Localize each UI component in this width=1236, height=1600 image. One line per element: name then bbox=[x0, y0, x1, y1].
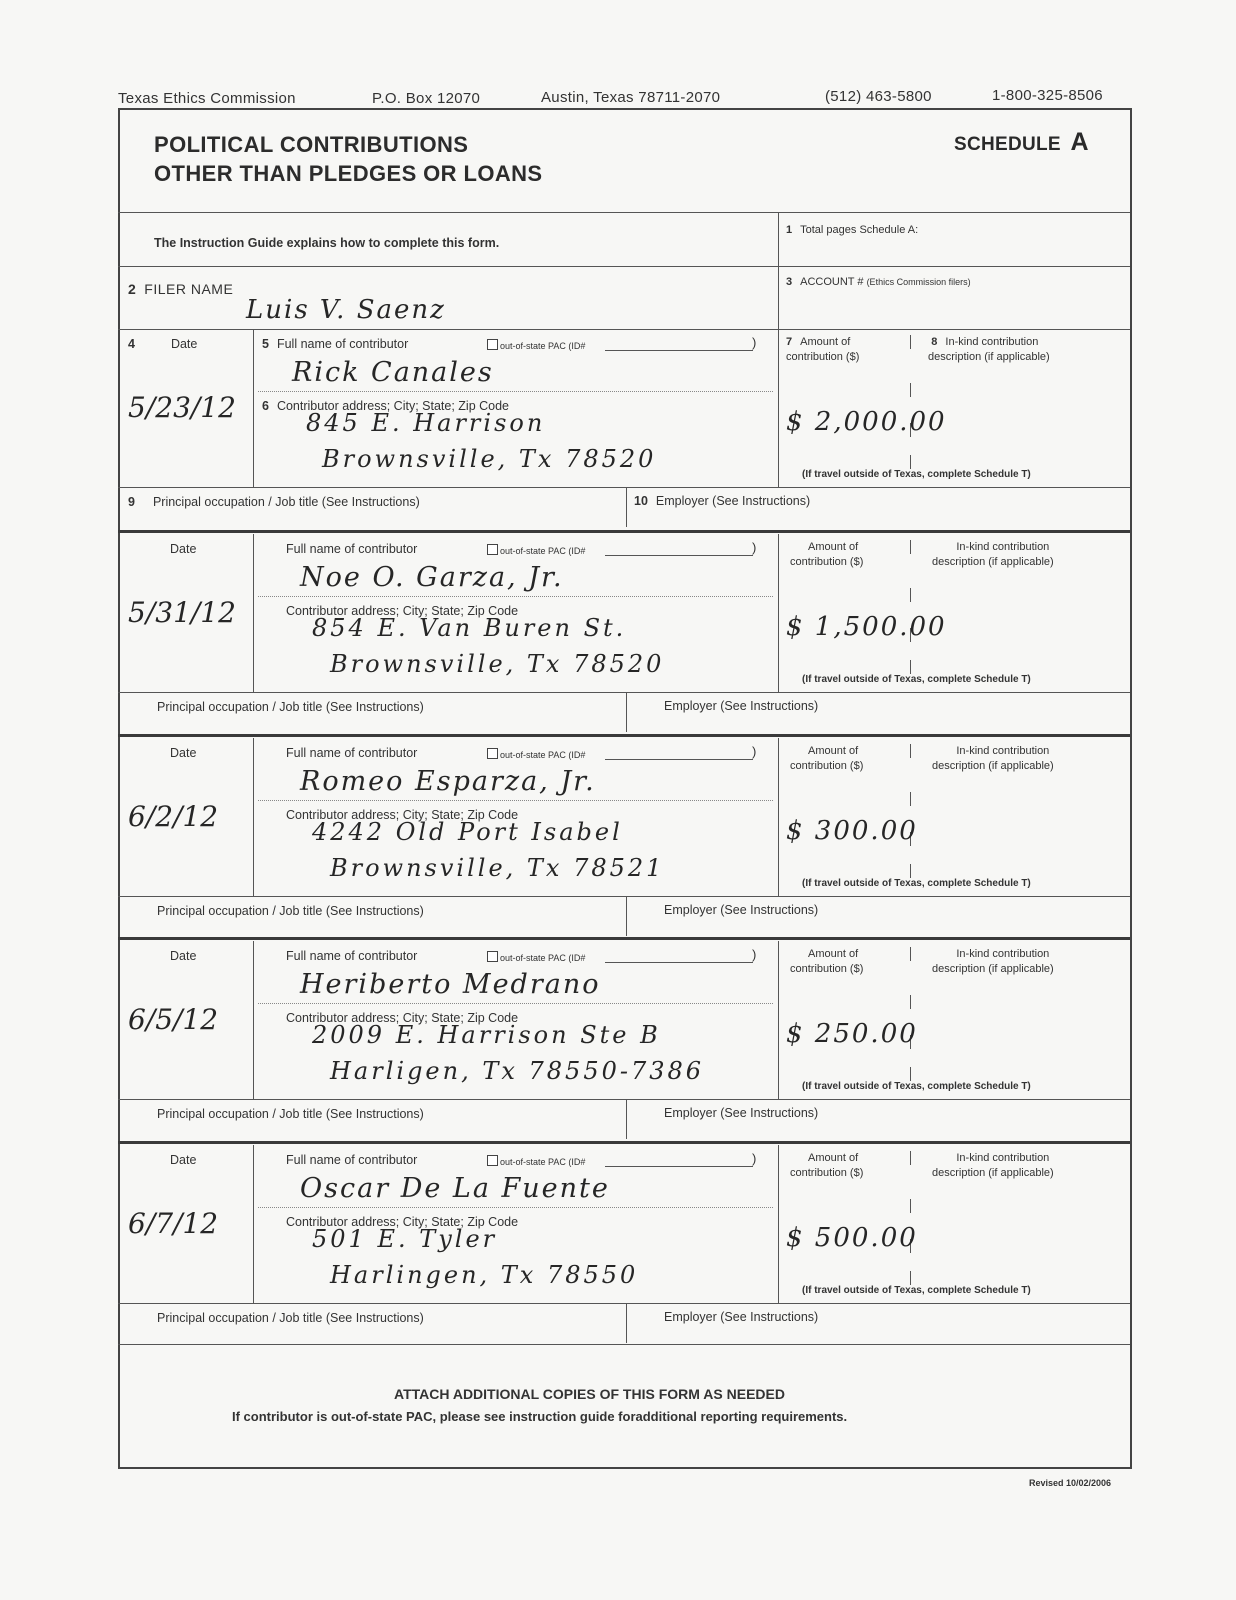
address-line2-value: Harlingen, Tx 78550 bbox=[330, 1261, 639, 1289]
contributor-name-label-text: Full name of contributor bbox=[286, 1153, 418, 1167]
pac-label: out-of-state PAC (ID# bbox=[500, 1157, 586, 1167]
address-label-text: Contributor address; City; State; Zip Code bbox=[286, 808, 519, 822]
entry-separator bbox=[118, 530, 1130, 533]
date-label bbox=[170, 949, 196, 963]
field-number: 4 bbox=[128, 337, 135, 351]
inkind-label bbox=[932, 1151, 1054, 1181]
employer-label bbox=[664, 1310, 818, 1324]
contributor-name-label-text: Full name of contributor bbox=[286, 542, 418, 556]
address-line1-value: 501 E. Tyler bbox=[312, 1225, 498, 1253]
address-label-text: Contributor address; City; State; Zip Code bbox=[276, 399, 510, 413]
occupation-label bbox=[128, 495, 420, 509]
contribution-amount-value: $ 300.00 bbox=[786, 816, 918, 846]
employer-label bbox=[664, 903, 818, 917]
inkind-label-line1: In-kind contribution bbox=[956, 745, 1050, 757]
filer-name-value: Luis V. Saenz bbox=[246, 295, 446, 325]
contributor-name-value: Rick Canales bbox=[292, 357, 494, 388]
amount-label bbox=[790, 540, 864, 570]
contributor-name-value: Oscar De La Fuente bbox=[300, 1173, 610, 1204]
contribution-amount-value: $ 1,500.00 bbox=[786, 612, 947, 642]
occupation-label-text: Principal occupation / Job title (See Instructions) bbox=[157, 1311, 424, 1325]
address-line2-value: Brownsville, Tx 78520 bbox=[330, 650, 665, 678]
amount-label-line1: Amount of bbox=[808, 1152, 859, 1164]
account-note: (Ethics Commission filers) bbox=[866, 277, 971, 287]
out-of-state-pac-field bbox=[487, 951, 585, 963]
amount-column-divider bbox=[778, 941, 779, 1099]
field-number: 1 bbox=[786, 224, 793, 236]
occupation-row-top bbox=[118, 692, 1130, 693]
amount-label-line1: Amount of bbox=[800, 336, 851, 348]
filer-label-text: FILER NAME bbox=[144, 281, 234, 297]
name-dotted-line bbox=[258, 800, 773, 801]
occupation-label bbox=[157, 904, 424, 918]
contributor-name-value: Romeo Esparza, Jr. bbox=[300, 766, 596, 797]
employer-label-text: Employer (See Instructions) bbox=[664, 1310, 819, 1324]
contributor-name-label bbox=[262, 337, 408, 351]
date-column-divider bbox=[253, 941, 254, 1099]
address-label-text: Contributor address; City; State; Zip Code bbox=[286, 1215, 519, 1229]
field-number: 7 bbox=[786, 336, 793, 348]
inkind-divider-tick bbox=[910, 383, 911, 397]
inkind-divider-tick bbox=[910, 455, 911, 469]
pac-id-close: ) bbox=[752, 947, 757, 962]
toll-free-number: 1-800-325-8506 bbox=[992, 87, 1103, 104]
employer-label bbox=[664, 699, 818, 713]
inkind-divider-tick bbox=[910, 947, 911, 961]
field-number: 2 bbox=[128, 281, 137, 297]
form-title-line1: POLITICAL CONTRIBUTIONS bbox=[154, 132, 469, 157]
pac-id-close: ) bbox=[752, 540, 757, 555]
occupation-row-top bbox=[118, 487, 1130, 488]
pac-label: out-of-state PAC (ID# bbox=[500, 953, 586, 963]
date-label bbox=[128, 337, 197, 351]
field-number: 9 bbox=[128, 495, 135, 509]
address-label-text: Contributor address; City; State; Zip Code bbox=[286, 604, 519, 618]
address-line1-value: 845 E. Harrison bbox=[306, 409, 546, 437]
employer-label-text: Employer (See Instructions) bbox=[655, 494, 811, 508]
amount-label-line2: contribution ($) bbox=[790, 760, 864, 772]
field-number: 3 bbox=[786, 276, 793, 288]
amount-label-line2: contribution ($) bbox=[790, 1167, 864, 1179]
po-box: P.O. Box 12070 bbox=[372, 90, 481, 107]
account-label-text: ACCOUNT # bbox=[800, 276, 864, 288]
city-state-zip: Austin, Texas 78711-2070 bbox=[541, 89, 721, 106]
occupation-employer-divider bbox=[626, 692, 627, 732]
field-number: 8 bbox=[931, 336, 938, 348]
occupation-label bbox=[157, 1311, 424, 1325]
attach-copies-note: ATTACH ADDITIONAL COPIES OF THIS FORM AS NEEDED bbox=[394, 1386, 785, 1402]
contribution-date-value: 5/31/12 bbox=[128, 596, 236, 629]
address-line2-value: Brownsville, Tx 78521 bbox=[330, 854, 665, 882]
occupation-row-top bbox=[118, 1303, 1130, 1304]
contribution-date-value: 6/7/12 bbox=[128, 1207, 219, 1240]
inkind-label-line1: In-kind contribution bbox=[945, 336, 1039, 348]
amount-column-divider bbox=[778, 738, 779, 896]
inkind-label-line1: In-kind contribution bbox=[956, 948, 1050, 960]
inkind-divider-tick bbox=[910, 1271, 911, 1285]
inkind-divider-tick bbox=[910, 995, 911, 1009]
inkind-divider-tick bbox=[910, 864, 911, 878]
name-dotted-line bbox=[258, 1003, 773, 1004]
inkind-divider-tick bbox=[910, 660, 911, 674]
occupation-label-text: Principal occupation / Job title (See Instructions) bbox=[152, 495, 420, 509]
inkind-divider-tick bbox=[910, 744, 911, 758]
employer-label bbox=[664, 1106, 818, 1120]
contributor-name-label-text: Full name of contributor bbox=[276, 337, 409, 351]
occupation-employer-divider bbox=[626, 487, 627, 527]
date-label-text: Date bbox=[170, 542, 197, 556]
contributor-name-label bbox=[286, 949, 417, 963]
date-label bbox=[170, 746, 196, 760]
inkind-label-line2: description (if applicable) bbox=[932, 556, 1054, 568]
pac-label: out-of-state PAC (ID# bbox=[500, 546, 586, 556]
schedule-letter: A bbox=[1070, 128, 1089, 156]
travel-note: (If travel outside of Texas, complete Schedule T) bbox=[802, 674, 1031, 685]
out-of-state-pac-field bbox=[487, 1155, 585, 1167]
entry-separator bbox=[118, 937, 1130, 940]
date-column-divider bbox=[253, 1145, 254, 1303]
pac-checkbox[interactable] bbox=[487, 1155, 498, 1166]
date-label-text: Date bbox=[170, 1153, 197, 1167]
name-dotted-line bbox=[258, 1207, 773, 1208]
amount-label-line1: Amount of bbox=[808, 541, 859, 553]
travel-note: (If travel outside of Texas, complete Schedule T) bbox=[802, 469, 1031, 480]
amount-label bbox=[790, 1151, 864, 1181]
date-label bbox=[170, 1153, 196, 1167]
out-of-state-pac-note: If contributor is out-of-state PAC, please see instruction guide foradditional reporting requirements. bbox=[232, 1409, 848, 1424]
employer-label-text: Employer (See Instructions) bbox=[664, 903, 819, 917]
inkind-label bbox=[932, 947, 1054, 977]
occupation-employer-divider bbox=[626, 1099, 627, 1139]
pac-checkbox[interactable] bbox=[487, 339, 498, 350]
date-label-text: Date bbox=[170, 746, 197, 760]
employer-label bbox=[634, 494, 810, 508]
pac-checkbox[interactable] bbox=[487, 544, 498, 555]
contributor-name-label-text: Full name of contributor bbox=[286, 746, 418, 760]
pac-checkbox[interactable] bbox=[487, 748, 498, 759]
occupation-label-text: Principal occupation / Job title (See Instructions) bbox=[157, 904, 424, 918]
total-pages-label bbox=[786, 224, 918, 236]
contributor-name-label-text: Full name of contributor bbox=[286, 949, 418, 963]
pac-label: out-of-state PAC (ID# bbox=[500, 750, 586, 760]
amount-label-line1: Amount of bbox=[808, 745, 859, 757]
amount-label bbox=[790, 744, 864, 774]
filer-divider bbox=[118, 329, 1130, 330]
date-column-divider bbox=[253, 534, 254, 692]
phone-number: (512) 463-5800 bbox=[825, 88, 932, 105]
address-line1-value: 4242 Old Port Isabel bbox=[312, 818, 623, 846]
date-label-text: Date bbox=[170, 337, 198, 351]
field-number: 5 bbox=[262, 337, 269, 351]
date-column-divider bbox=[253, 329, 254, 487]
date-label bbox=[170, 542, 196, 556]
amount-label bbox=[786, 335, 859, 365]
amount-column-divider bbox=[778, 534, 779, 692]
contributor-name-label bbox=[286, 1153, 417, 1167]
inkind-divider-tick bbox=[910, 540, 911, 554]
inkind-label-line2: description (if applicable) bbox=[932, 1167, 1054, 1179]
inkind-label bbox=[920, 335, 1050, 365]
contributor-name-label bbox=[286, 542, 417, 556]
schedule-word: SCHEDULE bbox=[954, 134, 1061, 155]
pac-id-close: ) bbox=[752, 335, 757, 350]
entry-separator bbox=[118, 734, 1130, 737]
out-of-state-pac-field bbox=[487, 339, 585, 351]
date-column-divider bbox=[253, 738, 254, 896]
pac-checkbox[interactable] bbox=[487, 951, 498, 962]
travel-note: (If travel outside of Texas, complete Schedule T) bbox=[802, 1285, 1031, 1296]
occupation-label bbox=[157, 700, 424, 714]
revision-date: Revised 10/02/2006 bbox=[1029, 1478, 1112, 1488]
inkind-label-line2: description (if applicable) bbox=[932, 760, 1054, 772]
amount-label-line2: contribution ($) bbox=[786, 351, 860, 363]
pac-id-close: ) bbox=[752, 1151, 757, 1166]
contribution-amount-value: $ 250.00 bbox=[786, 1019, 918, 1049]
entries-bottom-line bbox=[118, 1344, 1130, 1345]
schedule-label bbox=[954, 128, 1089, 157]
title-divider bbox=[118, 212, 1130, 213]
amount-label bbox=[790, 947, 864, 977]
inkind-divider-tick bbox=[910, 1067, 911, 1081]
address-line1-value: 854 E. Van Buren St. bbox=[312, 614, 627, 642]
commission-name: Texas Ethics Commission bbox=[118, 90, 296, 107]
occupation-employer-divider bbox=[626, 896, 627, 936]
account-number-label bbox=[786, 276, 971, 288]
occupation-row-top bbox=[118, 896, 1130, 897]
inkind-label bbox=[932, 540, 1054, 570]
pac-label: out-of-state PAC (ID# bbox=[500, 341, 586, 351]
address-label-text: Contributor address; City; State; Zip Code bbox=[286, 1011, 519, 1025]
out-of-state-pac-field bbox=[487, 748, 585, 760]
field-number: 6 bbox=[262, 399, 269, 413]
occupation-label bbox=[157, 1107, 424, 1121]
name-dotted-line bbox=[258, 596, 773, 597]
amount-column-divider bbox=[778, 1145, 779, 1303]
inkind-label-line1: In-kind contribution bbox=[956, 1152, 1050, 1164]
instruction-divider bbox=[118, 266, 1130, 267]
contributor-name-label bbox=[286, 746, 417, 760]
occupation-row-top bbox=[118, 1099, 1130, 1100]
pac-id-line bbox=[605, 555, 753, 556]
date-label-text: Date bbox=[170, 949, 197, 963]
occupation-employer-divider bbox=[626, 1303, 627, 1343]
amount-label-line1: Amount of bbox=[808, 948, 859, 960]
filer-name-label bbox=[128, 281, 233, 297]
name-dotted-line bbox=[258, 391, 773, 392]
inkind-label bbox=[932, 744, 1054, 774]
out-of-state-pac-field bbox=[487, 544, 585, 556]
contribution-amount-value: $ 2,000.00 bbox=[786, 407, 947, 437]
travel-note: (If travel outside of Texas, complete Schedule T) bbox=[802, 1081, 1031, 1092]
contribution-date-value: 6/2/12 bbox=[128, 800, 219, 833]
pac-id-line bbox=[605, 350, 753, 351]
occupation-label-text: Principal occupation / Job title (See Instructions) bbox=[157, 700, 424, 714]
amount-label-line2: contribution ($) bbox=[790, 556, 864, 568]
employer-label-text: Employer (See Instructions) bbox=[664, 699, 819, 713]
entry-separator bbox=[118, 1141, 1130, 1144]
contributor-name-value: Heriberto Medrano bbox=[300, 969, 601, 1000]
employer-label-text: Employer (See Instructions) bbox=[664, 1106, 819, 1120]
pac-id-close: ) bbox=[752, 744, 757, 759]
field-number: 10 bbox=[634, 494, 648, 508]
inkind-label-line1: In-kind contribution bbox=[956, 541, 1050, 553]
travel-note: (If travel outside of Texas, complete Schedule T) bbox=[802, 878, 1031, 889]
inkind-label-line2: description (if applicable) bbox=[932, 963, 1054, 975]
amount-label-line2: contribution ($) bbox=[790, 963, 864, 975]
header-col-divider bbox=[778, 213, 779, 329]
form-title-line2: OTHER THAN PLEDGES OR LOANS bbox=[154, 161, 543, 186]
contribution-amount-value: $ 500.00 bbox=[786, 1223, 918, 1253]
pac-id-line bbox=[605, 759, 753, 760]
contribution-date-value: 6/5/12 bbox=[128, 1003, 219, 1036]
instruction-text: The Instruction Guide explains how to complete this form. bbox=[154, 236, 500, 250]
inkind-divider-tick bbox=[910, 792, 911, 806]
pac-id-line bbox=[605, 962, 753, 963]
inkind-divider-tick bbox=[910, 1199, 911, 1213]
inkind-divider-tick bbox=[910, 335, 911, 349]
inkind-divider-tick bbox=[910, 1151, 911, 1165]
inkind-divider-tick bbox=[910, 588, 911, 602]
pac-id-line bbox=[605, 1166, 753, 1167]
occupation-label-text: Principal occupation / Job title (See Instructions) bbox=[157, 1107, 424, 1121]
amount-column-divider bbox=[778, 329, 779, 487]
total-pages-text: Total pages Schedule A: bbox=[800, 224, 919, 236]
address-line1-value: 2009 E. Harrison Ste B bbox=[312, 1021, 661, 1049]
address-line2-value: Brownsville, Tx 78520 bbox=[322, 445, 657, 473]
address-line2-value: Harligen, Tx 78550-7386 bbox=[330, 1057, 705, 1085]
inkind-label-line2: description (if applicable) bbox=[928, 351, 1050, 363]
contribution-date-value: 5/23/12 bbox=[128, 391, 236, 424]
contributor-name-value: Noe O. Garza, Jr. bbox=[300, 562, 564, 593]
